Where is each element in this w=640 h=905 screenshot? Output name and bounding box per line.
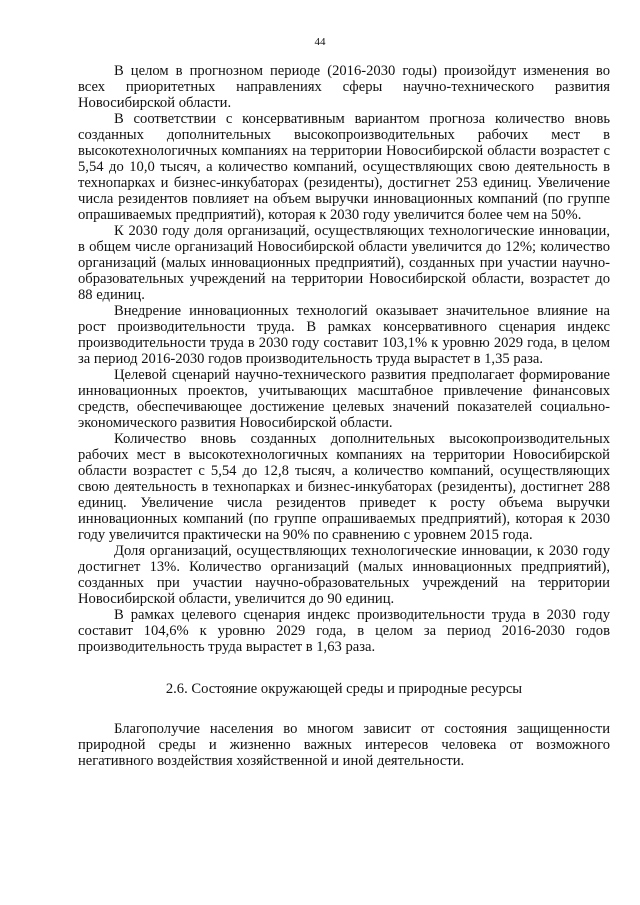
section-title: 2.6. Состояние окружающей среды и природные ресурсы	[165, 681, 523, 697]
paragraph: В целом в прогнозном периоде (2016-2030 годы) произойдут изменения во всех приоритетных направлениях сферы научно-технического развития Новосибирской области.	[78, 63, 610, 111]
page-number: 44	[314, 36, 326, 48]
paragraph: К 2030 году доля организаций, осуществляющих технологические инновации, в общем числе организаций Новосибирской области увеличится до 12%; количество организаций (малых инновационных предприятий), созданных при участии научно-образовательных учреждений на территории Новосибирской области, возрастет до 88 единиц.	[78, 223, 610, 303]
paragraph: Доля организаций, осуществляющих технологические инновации, к 2030 году достигнет 13%. Количество организаций (малых инновационных предприятий), созданных при участии научно-образовательных учреждений на территории Новосибирской области, увеличится до 90 единиц.	[78, 543, 610, 607]
paragraph: В соответствии с консервативным вариантом прогноза количество вновь созданных дополнительных высокопроизводительных рабочих мест в высокотехнологичных компаниях на территории Новосибирской области возрастет с 5,54 до 10,0 тысяч, а количество компаний, осуществляющих свою деятельность в технопарках и бизнес-инкубаторах (резиденты), достигнет 253 единиц. Увеличение числа резидентов повлияет на объем выручки инновационных компаний (по группе опрашиваемых предприятий), которая к 2030 году увеличится более чем на 50%.	[78, 111, 610, 223]
paragraph: Количество вновь созданных дополнительных высокопроизводительных рабочих мест в высокотехнологичных компаниях на территории Новосибирской области возрастет с 5,54 до 12,8 тысяч, а количество компаний, осуществляющих свою деятельность в технопарках и бизнес-инкубаторах (резиденты), достигнет 288 единиц. Увеличение числа резидентов приведет к росту объема выручки инновационных компаний (по группе опрашиваемых предприятий), которая к 2030 году увеличится практически на 90% по сравнению с уровнем 2015 года.	[78, 431, 610, 543]
paragraph: Целевой сценарий научно-технического развития предполагает формирование инновационных проектов, учитывающих масштабное привлечение финансовых средств, обеспечивающее достижение целевых значений показателей социально-экономического развития Новосибирской области.	[78, 367, 610, 431]
paragraph: В рамках целевого сценария индекс производительности труда в 2030 году составит 104,6% к уровню 2029 года, в целом за период 2016-2030 годов производительность труда вырастет в 1,63 раза.	[78, 607, 610, 655]
paragraph: Внедрение инновационных технологий оказывает значительное влияние на рост производительности труда. В рамках консервативного сценария индекс производительности труда в 2030 году составит 103,1% к уровню 2029 года, в целом за период 2016-2030 годов производительность труда вырастет в 1,35 раза.	[78, 303, 610, 367]
paragraph: Благополучие населения во многом зависит от состояния защищенности природной среды и жизненно важных интересов человека от возможного негативного воздействия хозяйственной и иной деятельности.	[78, 721, 610, 769]
document-body	[78, 63, 610, 769]
